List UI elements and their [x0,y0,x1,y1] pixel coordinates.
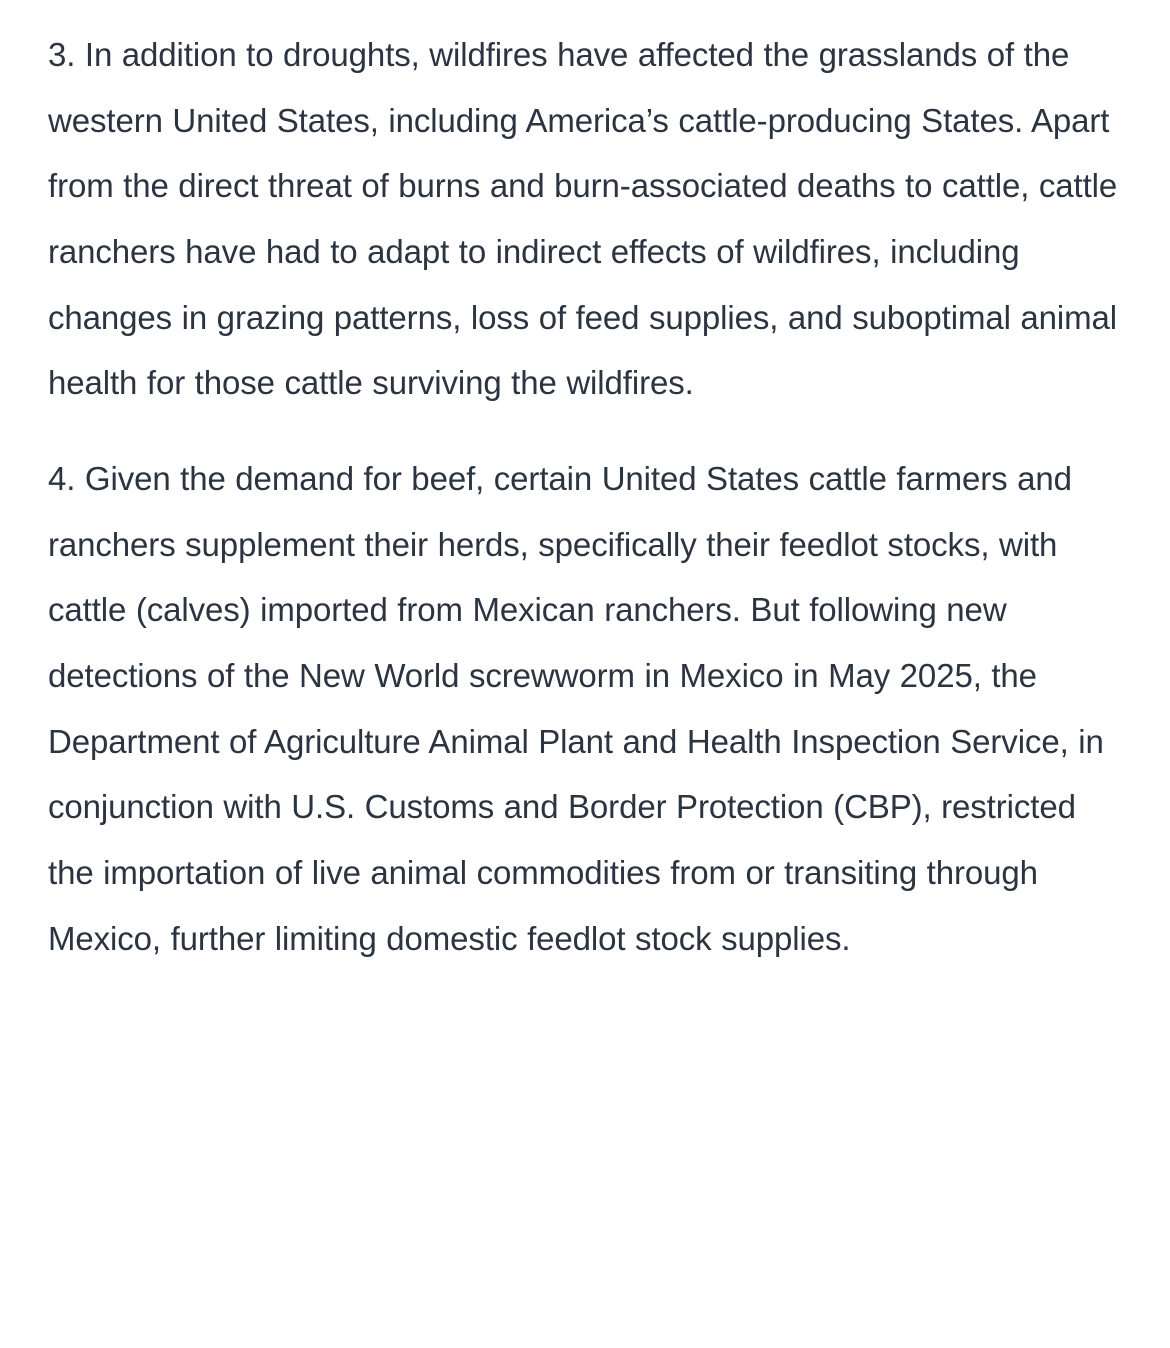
document-paragraph-4: 4. Given the demand for beef, certain United States cattle farmers and ranchers supplement their herds, specifically their feedlot stocks, with cattle (calves) imported from Mexican ranchers. But following new detections of the New World screwworm in Mexico in May 2025, the Department of Agriculture Animal Plant and Health Inspection Service, in conjunction with U.S. Customs and Border Protection (CBP), restricted the importation of live animal commodities from or transiting through Mexico, further limiting domestic feedlot stock supplies. [48,459,1104,957]
document-paragraph-3: 3. In addition to droughts, wildfires have affected the grasslands of the western United States, including America’s cattle-producing States. Apart from the direct threat of burns and burn-associated deaths to cattle, cattle ranchers have had to adapt to indirect effects of wildfires, including changes in grazing patterns, loss of feed supplies, and suboptimal animal health for those cattle surviving the wildfires. [48,36,1118,402]
